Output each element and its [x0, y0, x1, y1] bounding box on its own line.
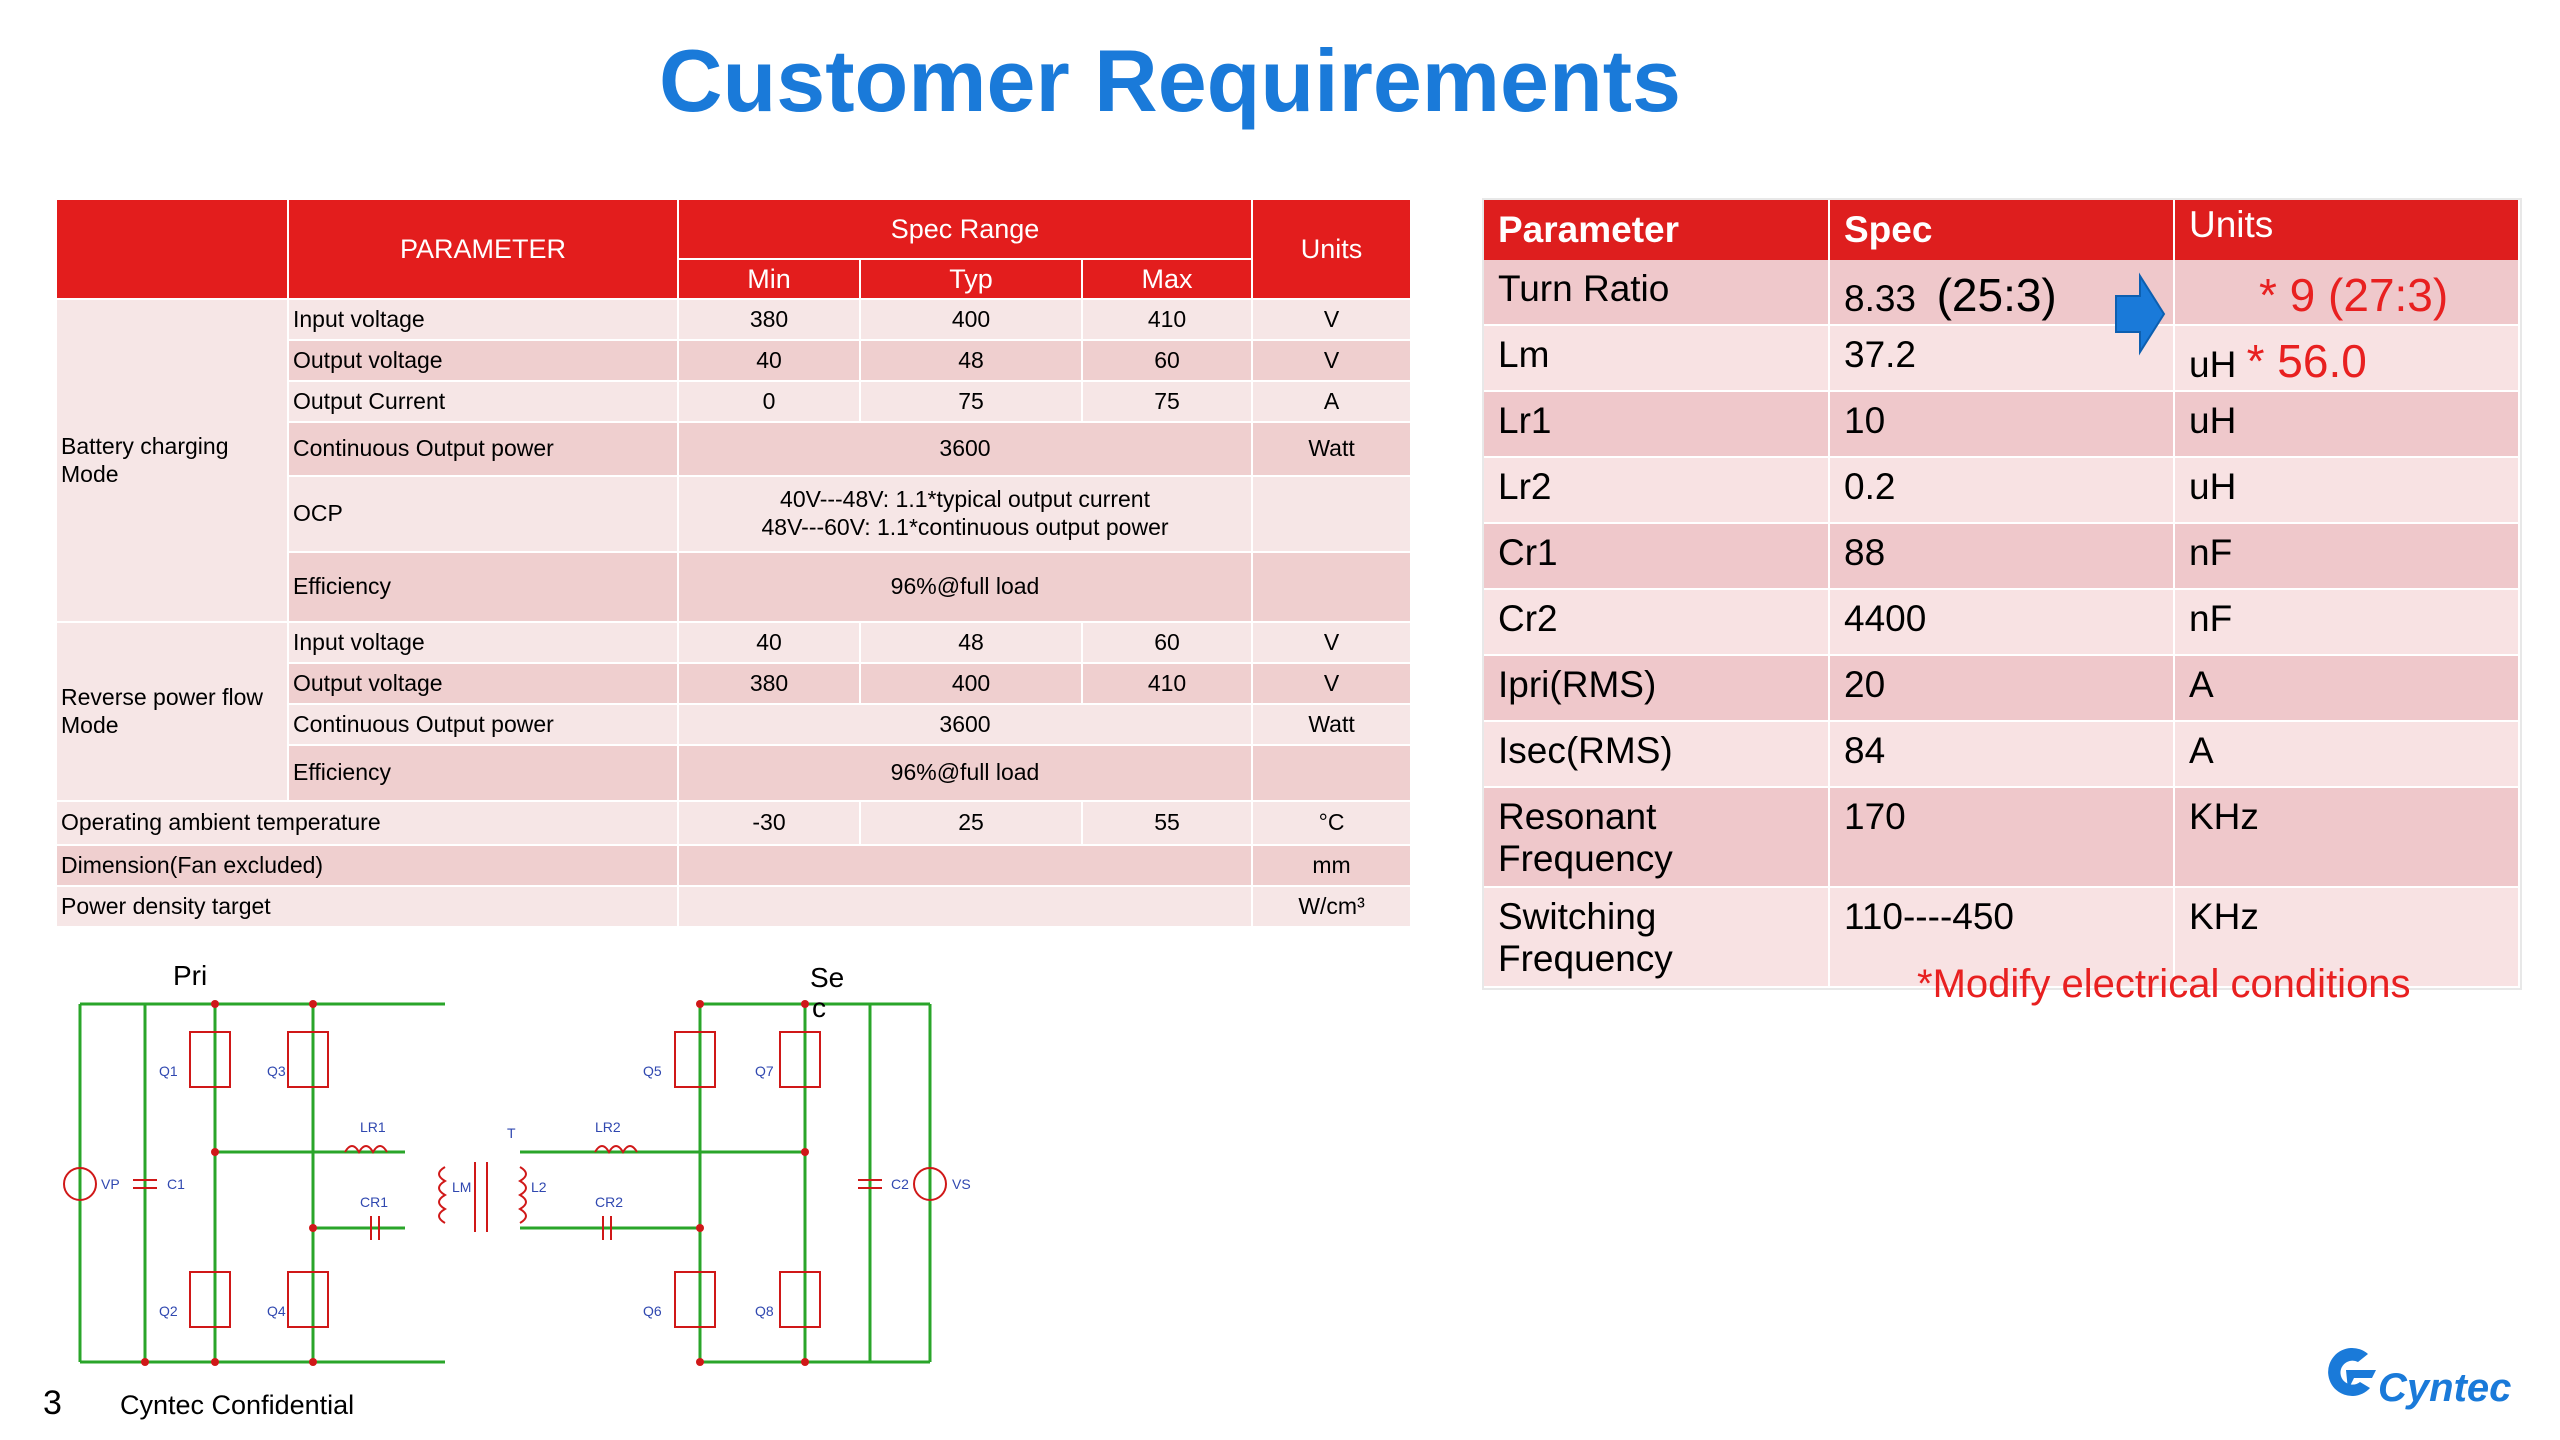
- header-max: Max: [1082, 259, 1252, 299]
- group-battery-charging: Battery charging Mode: [56, 299, 288, 622]
- label-l2: L2: [531, 1179, 547, 1195]
- header-parameter: PARAMETER: [288, 199, 678, 299]
- cell-units: A: [2174, 655, 2519, 721]
- table-row: [1484, 391, 2519, 457]
- cell-spec: 20: [1829, 655, 2174, 721]
- spec-value: 8.33: [1844, 278, 1917, 319]
- cell-units: [1252, 476, 1411, 552]
- table-row: [1484, 655, 2519, 721]
- header-spec: Spec: [1829, 200, 2174, 260]
- label-c1: C1: [167, 1176, 185, 1192]
- label-sec-1: Se: [810, 962, 845, 993]
- cell-param: Dimension(Fan excluded): [56, 845, 678, 886]
- header-min: Min: [678, 259, 860, 299]
- spec-ratio: (25:3): [1936, 269, 2057, 321]
- ocp-line-1: 40V---48V: 1.1*typical output current: [780, 486, 1150, 513]
- label-q4: Q4: [267, 1303, 286, 1319]
- cell-param: Lm: [1484, 325, 1829, 391]
- cell-param: Continuous Output power: [288, 704, 678, 745]
- cell-min: 380: [678, 299, 860, 340]
- cell-units: uH: [2174, 457, 2519, 523]
- table-row: [56, 622, 1411, 663]
- modified-value: * 9 (27:3): [2259, 269, 2449, 321]
- cell-param: [1484, 787, 1829, 887]
- table-row: [56, 845, 1411, 886]
- label-q5: Q5: [643, 1063, 662, 1079]
- label-c2: C2: [891, 1176, 909, 1192]
- param-line-2: Frequency: [1498, 938, 1673, 979]
- cell-units: °C: [1252, 801, 1411, 845]
- cell-param: Continuous Output power: [288, 422, 678, 476]
- cell-param: Isec(RMS): [1484, 721, 1829, 787]
- cell-min: 40: [678, 622, 860, 663]
- cell-param: Efficiency: [288, 552, 678, 622]
- table-row: [56, 801, 1411, 845]
- table-row: [1484, 589, 2519, 655]
- cell-empty: [678, 886, 1252, 927]
- label-lm: LM: [452, 1179, 472, 1195]
- cell-typ: 400: [860, 663, 1082, 704]
- label-vp: VP: [101, 1176, 120, 1192]
- header-spec-range: Spec Range: [678, 199, 1252, 259]
- label-q2: Q2: [159, 1303, 178, 1319]
- label-q1: Q1: [159, 1063, 178, 1079]
- units-value: uH: [2189, 344, 2237, 385]
- cell-param: OCP: [288, 476, 678, 552]
- cell-units: V: [1252, 340, 1411, 381]
- label-q6: Q6: [643, 1303, 662, 1319]
- table-row: [1484, 721, 2519, 787]
- cell-typ: 400: [860, 299, 1082, 340]
- cell-param: Output voltage: [288, 340, 678, 381]
- cell-param: Output voltage: [288, 663, 678, 704]
- cell-param: Lr2: [1484, 457, 1829, 523]
- cell-param: Cr2: [1484, 589, 1829, 655]
- spec-range-table: [55, 198, 1412, 928]
- cell-empty: [678, 845, 1252, 886]
- cell-spec: 170: [1829, 787, 2174, 887]
- cell-span-value: 3600: [678, 704, 1252, 745]
- cell-max: 55: [1082, 801, 1252, 845]
- cell-max: 410: [1082, 299, 1252, 340]
- header-units: Units: [2174, 200, 2519, 260]
- param-line-1: Resonant: [1498, 796, 1657, 837]
- label-cr1: CR1: [360, 1194, 389, 1210]
- modify-note: *Modify electrical conditions: [1917, 962, 2411, 1006]
- cell-param: Efficiency: [288, 745, 678, 801]
- param-line-1: Switching: [1498, 896, 1657, 937]
- cell-ocp-value: [678, 476, 1252, 552]
- table-row: [1484, 457, 2519, 523]
- label-cr2: CR2: [595, 1194, 624, 1210]
- cell-min: 0: [678, 381, 860, 422]
- cell-param: Ipri(RMS): [1484, 655, 1829, 721]
- cell-max: 75: [1082, 381, 1252, 422]
- cell-param: [1484, 887, 1829, 987]
- cell-min: 40: [678, 340, 860, 381]
- cell-param: Lr1: [1484, 391, 1829, 457]
- cell-units: A: [2174, 721, 2519, 787]
- cell-units: V: [1252, 663, 1411, 704]
- cell-min: -30: [678, 801, 860, 845]
- cell-units: KHz: [2174, 887, 2519, 987]
- cell-spec: 0.2: [1829, 457, 2174, 523]
- table-row: [1484, 787, 2519, 887]
- cell-units: [2174, 325, 2519, 391]
- ocp-line-2: 48V---60V: 1.1*continuous output power: [761, 514, 1169, 540]
- cell-span-value: 96%@full load: [678, 745, 1252, 801]
- label-q7: Q7: [755, 1063, 774, 1079]
- label-lr2: LR2: [595, 1119, 621, 1135]
- cell-typ: 75: [860, 381, 1082, 422]
- label-vs: VS: [952, 1176, 971, 1192]
- cell-spec: 4400: [1829, 589, 2174, 655]
- cell-units: nF: [2174, 589, 2519, 655]
- resonant-parameters-table: [1484, 200, 2520, 988]
- cell-spec: 10: [1829, 391, 2174, 457]
- cell-param: Cr1: [1484, 523, 1829, 589]
- table-row: [1484, 523, 2519, 589]
- cell-max: 410: [1082, 663, 1252, 704]
- cell-max: 60: [1082, 340, 1252, 381]
- cell-spec: 88: [1829, 523, 2174, 589]
- cell-typ: 25: [860, 801, 1082, 845]
- header-parameter: Parameter: [1484, 200, 1829, 260]
- cell-units: V: [1252, 622, 1411, 663]
- cell-span-value: 3600: [678, 422, 1252, 476]
- table-row: [1484, 260, 2519, 325]
- header-typ: Typ: [860, 259, 1082, 299]
- page-number: 3: [43, 1384, 62, 1422]
- cell-param: Turn Ratio: [1484, 260, 1829, 325]
- cell-units: uH: [2174, 391, 2519, 457]
- cell-param: Input voltage: [288, 299, 678, 340]
- header-units: Units: [1252, 199, 1411, 299]
- cell-param: Input voltage: [288, 622, 678, 663]
- cell-typ: 48: [860, 622, 1082, 663]
- cell-spec: 37.2: [1829, 325, 2174, 391]
- cell-units: Watt: [1252, 704, 1411, 745]
- table-row: [1484, 325, 2519, 391]
- llc-converter-schematic: [55, 952, 985, 1382]
- cell-units: [1252, 552, 1411, 622]
- arrow-right-icon: [2112, 272, 2168, 356]
- cell-units: [1252, 745, 1411, 801]
- cyntec-logo-text: Cyntec: [2378, 1366, 2512, 1410]
- cell-units: V: [1252, 299, 1411, 340]
- label-q3: Q3: [267, 1063, 286, 1079]
- cell-span-value: 96%@full load: [678, 552, 1252, 622]
- label-pri: Pri: [173, 960, 208, 991]
- cell-min: 380: [678, 663, 860, 704]
- cell-units: W/cm³: [1252, 886, 1411, 927]
- header-blank: [56, 199, 288, 299]
- page-title: Customer Requirements: [658, 31, 1681, 130]
- cell-units: mm: [1252, 845, 1411, 886]
- cell-param: Operating ambient temperature: [56, 801, 678, 845]
- cell-spec: 110----450: [1829, 887, 2174, 987]
- confidential-label: Cyntec Confidential: [120, 1390, 355, 1420]
- cell-param: Output Current: [288, 381, 678, 422]
- cell-typ: 48: [860, 340, 1082, 381]
- modified-value: * 56.0: [2246, 335, 2367, 387]
- cell-units: A: [1252, 381, 1411, 422]
- label-lr1: LR1: [360, 1119, 386, 1135]
- table-row: [56, 299, 1411, 340]
- cell-param: Power density target: [56, 886, 678, 927]
- label-t: T: [507, 1125, 516, 1141]
- cell-spec: 84: [1829, 721, 2174, 787]
- cell-units: Watt: [1252, 422, 1411, 476]
- table-row: [56, 886, 1411, 927]
- label-q8: Q8: [755, 1303, 774, 1319]
- param-line-2: Frequency: [1498, 838, 1673, 879]
- group-reverse-power-flow: Reverse power flow Mode: [56, 622, 288, 801]
- cell-units: [2174, 260, 2519, 325]
- cyntec-logo-icon: [2318, 1340, 2384, 1406]
- cell-units: nF: [2174, 523, 2519, 589]
- label-sec-2: c: [812, 992, 826, 1023]
- cell-units: KHz: [2174, 787, 2519, 887]
- cell-max: 60: [1082, 622, 1252, 663]
